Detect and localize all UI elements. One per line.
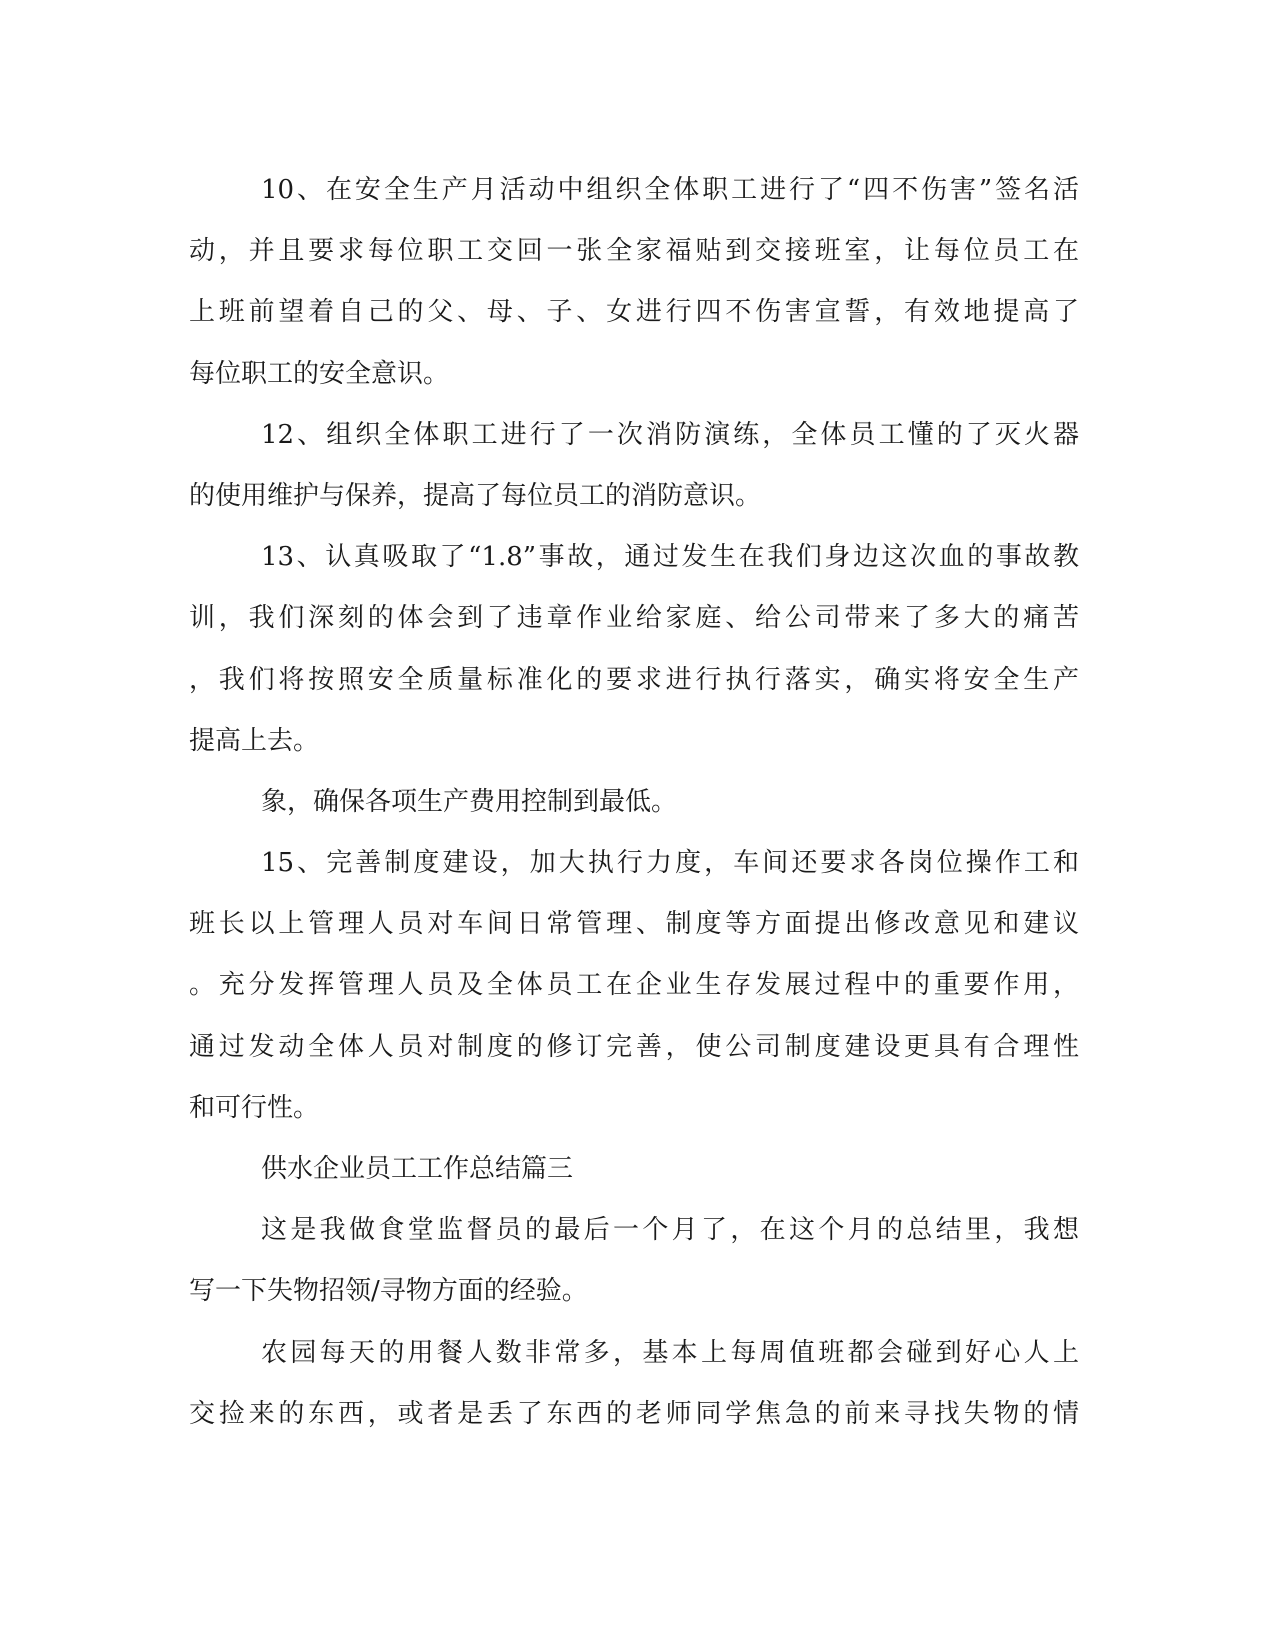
text-line: 农园每天的用餐人数非常多，基本上每周值班都会碰到好心人上 bbox=[261, 1337, 1079, 1368]
text-line: 这是我做食堂监督员的最后一个月了，在这个月的总结里，我想 bbox=[261, 1215, 1079, 1246]
text-line: 象，确保各项生产费用控制到最低。 bbox=[261, 786, 678, 817]
text-line: 12、组织全体职工进行了一次消防演练，全体员工懂的了灭火器 bbox=[261, 419, 1079, 450]
text-line: 每位职工的安全意识。 bbox=[189, 358, 450, 389]
text-line: 训，我们深刻的体会到了违章作业给家庭、给公司带来了多大的痛苦 bbox=[189, 603, 1079, 634]
section-heading: 供水企业员工工作总结篇三 bbox=[261, 1154, 574, 1184]
text-line: 13、认真吸取了“1.8”事故，通过发生在我们身边这次血的事故教 bbox=[261, 542, 1079, 573]
text-line: 。充分发挥管理人员及全体员工在企业生存发展过程中的重要作用， bbox=[189, 970, 1079, 1001]
text-line: 通过发动全体人员对制度的修订完善，使公司制度建设更具有合理性 bbox=[189, 1031, 1079, 1062]
text-line: 的使用维护与保养，提高了每位员工的消防意识。 bbox=[189, 480, 762, 511]
text-line: 写一下失物招领/寻物方面的经验。 bbox=[189, 1276, 588, 1307]
text-line: 15、完善制度建设，加大执行力度，车间还要求各岗位操作工和 bbox=[261, 848, 1079, 879]
document-body bbox=[189, 160, 1079, 1445]
text-line: ，我们将按照安全质量标准化的要求进行执行落实，确实将安全生产 bbox=[189, 664, 1079, 695]
text-line: 交捡来的东西，或者是丢了东西的老师同学焦急的前来寻找失物的情 bbox=[189, 1398, 1079, 1429]
text-line: 动，并且要求每位职工交回一张全家福贴到交接班室，让每位员工在 bbox=[189, 236, 1079, 267]
text-line: 10、在安全生产月活动中组织全体职工进行了“四不伤害”签名活 bbox=[261, 175, 1079, 205]
text-line: 和可行性。 bbox=[189, 1092, 320, 1123]
text-line: 提高上去。 bbox=[189, 725, 320, 756]
text-line: 上班前望着自己的父、母、子、女进行四不伤害宣誓，有效地提高了 bbox=[189, 297, 1079, 328]
text-line: 班长以上管理人员对车间日常管理、制度等方面提出修改意见和建议 bbox=[189, 909, 1079, 940]
